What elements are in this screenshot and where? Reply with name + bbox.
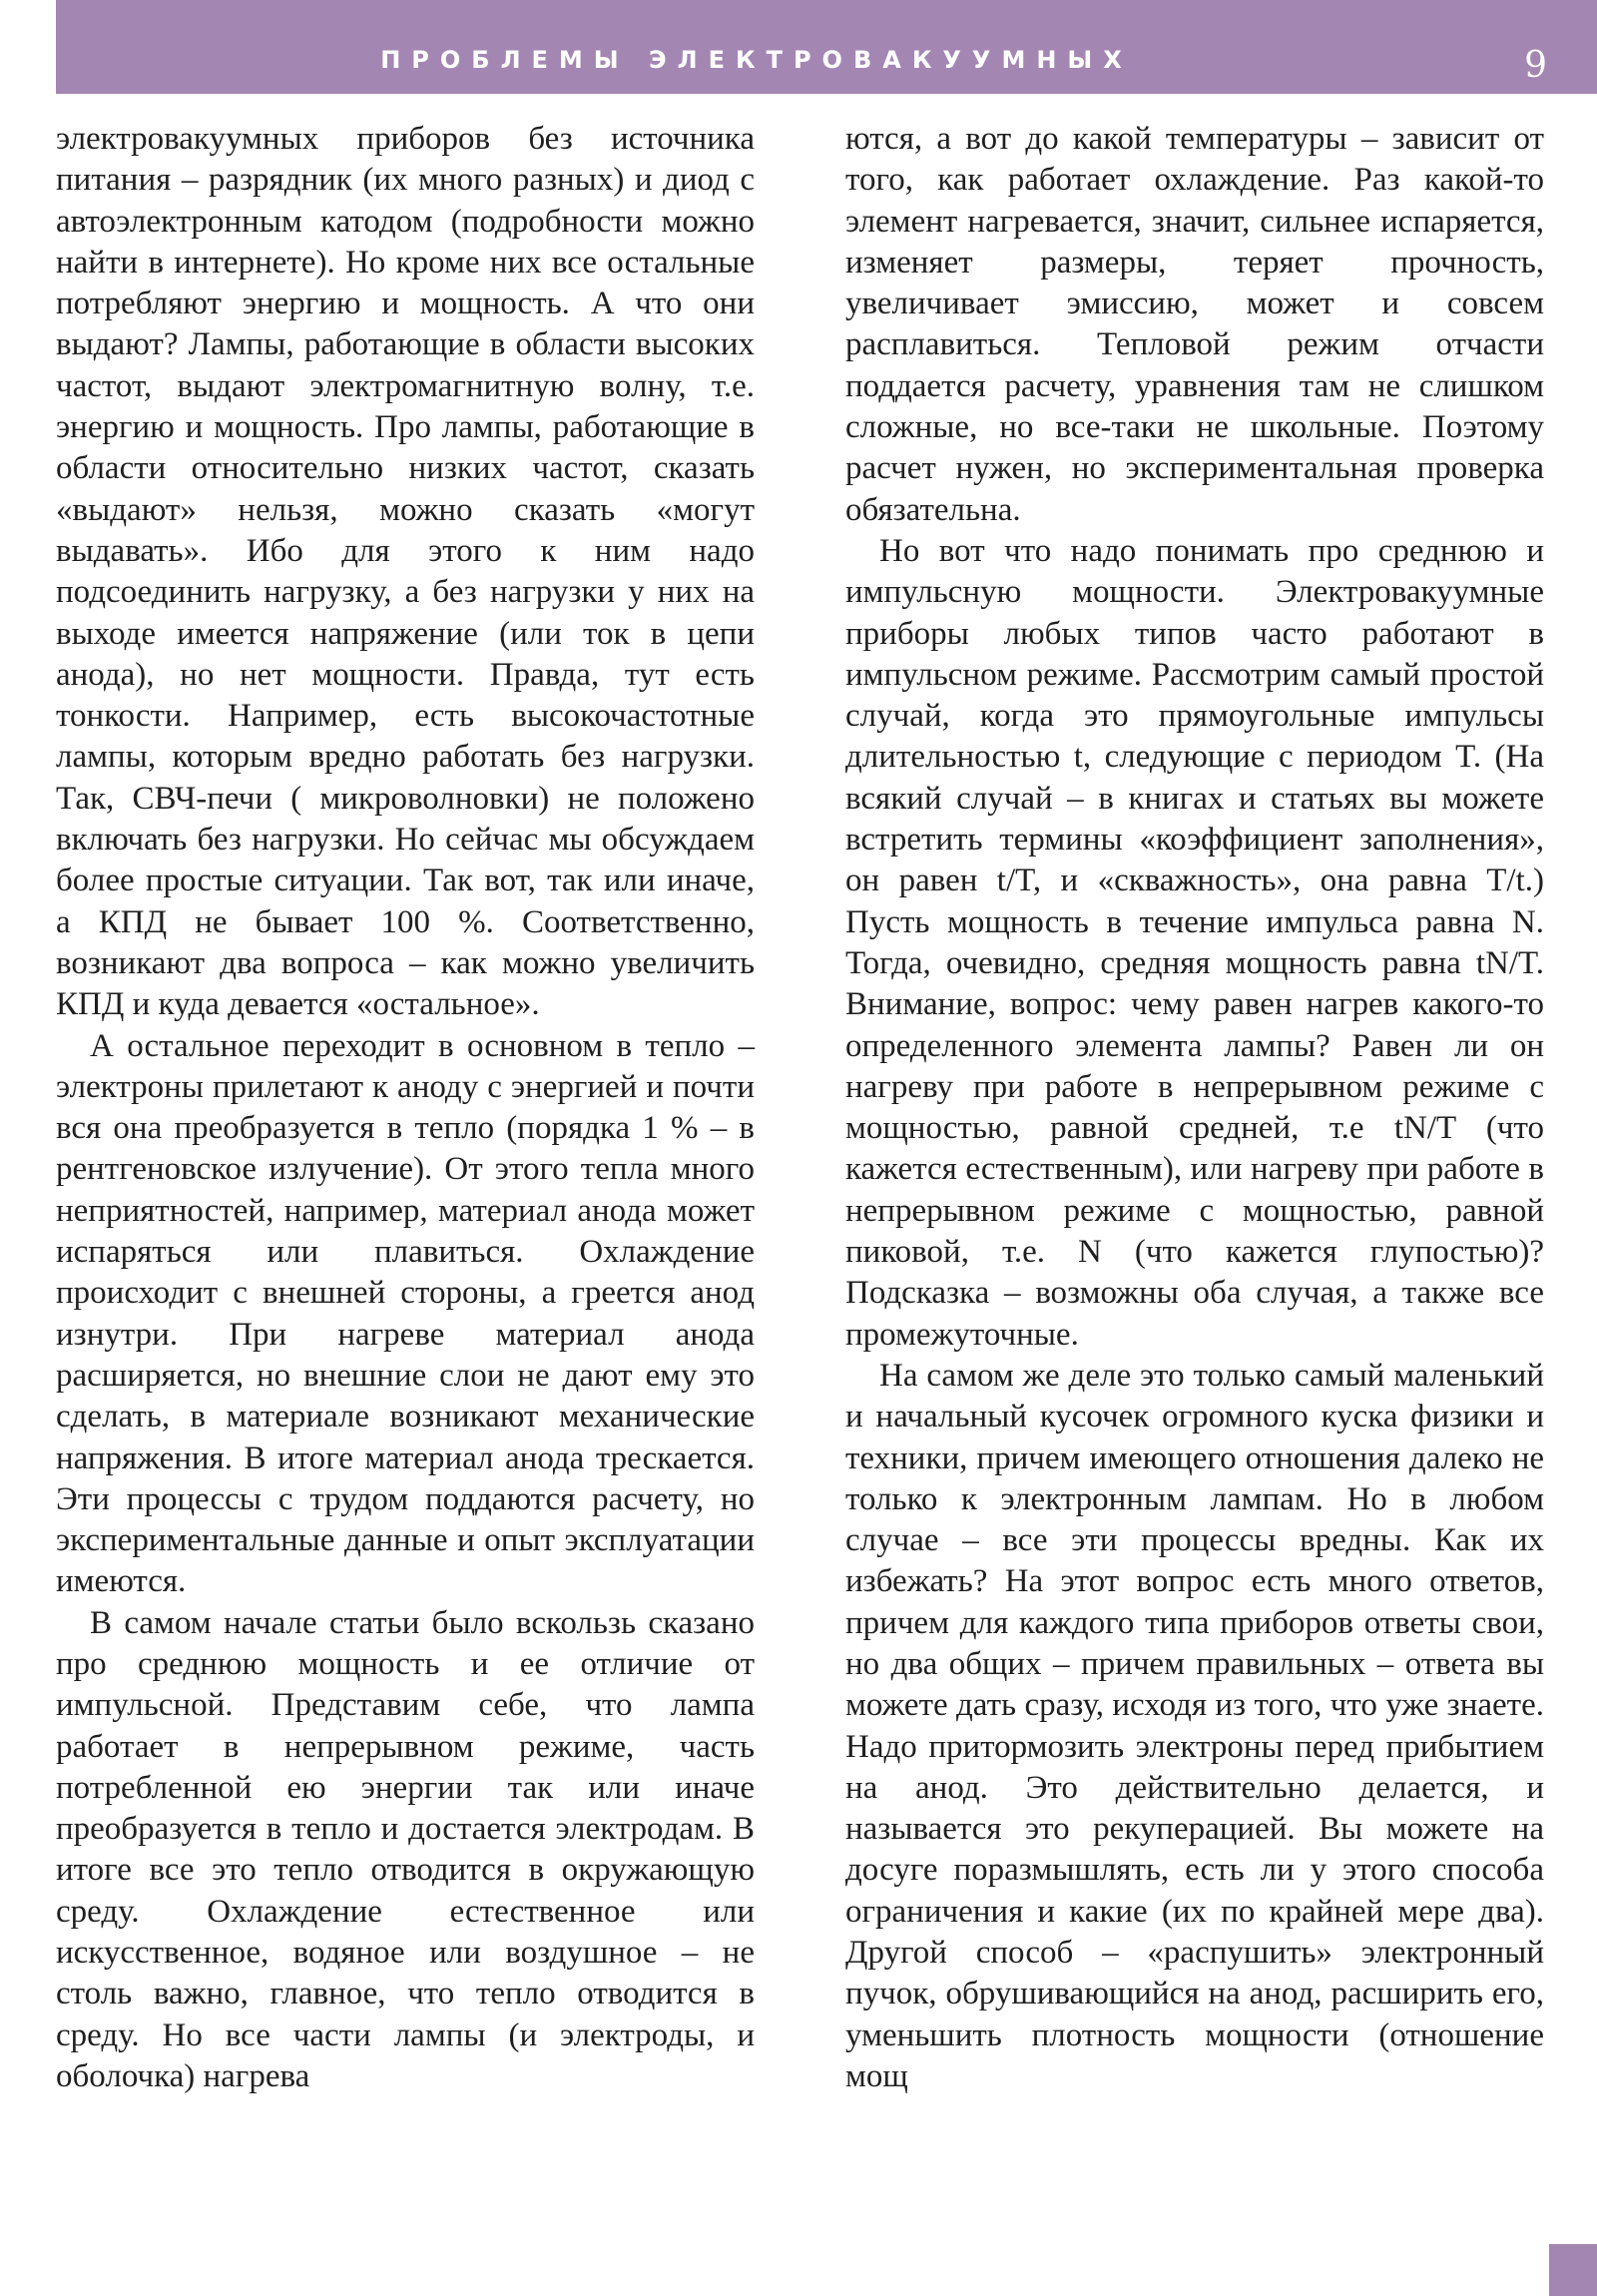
paragraph: ются, а вот до какой температуры – зависит от того, как работает охлаждение. Раз какой-то элемент нагревается, значит, сильнее испаряется, изменяет размеры, теряет прочность, увеличивает эмиссию, может и совсем расплавиться. Тепловой режим отчасти поддается расчету, уравнения там не слишком сложные, но все-таки не школьные. Поэтому расчет нужен, но экспериментальная проверка обязательна. bbox=[845, 121, 1544, 528]
corner-mark bbox=[1549, 2244, 1597, 2296]
running-title: ПРОБЛЕМЫ ЭЛЕКТРОВАКУУМНЫХ bbox=[380, 46, 1133, 74]
text-column-left bbox=[56, 119, 755, 2097]
paragraph: На самом же деле это только самый маленький и начальный кусочек огромного куска физики и техники, причем имеющего отношения далеко не только к электронным лампам. Но в любом случае – все эти процессы вредны. Как их избежать? На этот вопрос есть много ответов, причем для каждого типа приборов ответы свои, но два общих – причем правильных – ответа вы можете дать сразу, исходя из того, что уже знаете. Надо притормозить электроны перед прибытием на анод. Это действительно делается, и называется это рекуперацией. Вы можете на досуге поразмышлять, есть ли у этого способа ограничения и какие (их по крайней мере два). Другой способ – «распушить» электронный пучок, обрушивающийся на анод, расширить его, уменьшить плотность мощности (отношение мощ bbox=[845, 1357, 1544, 2094]
paragraph: В самом начале статьи было вскользь сказано про среднюю мощность и ее отличие от импульсной. Представим себе, что лампа работает в непрерывном режиме, часть потребленной ею энергии так или иначе преобразуется в тепло и достается электродам. В итоге все это тепло отводится в окружающую среду. Охлаждение естественное или искусственное, водяное или воздушное – не столь важно, главное, что тепло отводится в среду. Но все части лампы (и электроды, и оболочка) нагрева bbox=[56, 1604, 755, 2094]
page-number: 9 bbox=[1524, 45, 1547, 86]
header-band bbox=[56, 0, 1597, 94]
paragraph: Но вот что надо понимать про среднюю и импульсную мощности. Электровакуумные приборы любых типов часто работают в импульсном режиме. Рассмотрим самый простой случай, когда это прямоугольные импульсы длительностью t, следующие с периодом T. (На всякий случай – в книгах и статьях вы можете встретить термины «коэффициент заполнения», он равен t/T, и «скважность», она равна T/t.) Пусть мощность в течение импульса равна N. Тогда, очевидно, средняя мощность равна tN/T. Внимание, вопрос: чему равен нагрев какого-то определенного элемента лампы? Равен ли он нагреву при работе в непрерывном режиме с мощностью, равной средней, т.е tN/T (что кажется естественным), или нагреву при работе в непрерывном режиме с мощностью, равной пиковой, т.е. N (что кажется глупостью)? Подсказка – возможны оба случая, а также все промежуточные. bbox=[845, 532, 1544, 1353]
paragraph: электровакуумных приборов без источника питания – разрядник (их много разных) и диод с автоэлектронным катодом (подробности можно найти в интернете). Но кроме них все остальные потребляют энергию и мощность. А что они выдают? Лампы, работающие в области высоких частот, выдают электромагнитную волну, т.е. энергию и мощность. Про лампы, работающие в области относительно низких частот, сказать «выдают» нельзя, можно сказать «могут выдавать». Ибо для этого к ним надо подсоединить нагрузку, а без нагрузки у них на выходе имеется напряжение (или ток в цепи анода), но нет мощности. Правда, тут есть тонкости. Например, есть высокочастотные лампы, которым вредно работать без нагрузки. Так, СВЧ-печи ( микроволновки) не положено включать без нагрузки. Но сейчас мы обсуждаем более простые ситуации. Так вот, так или иначе, а КПД не бывает 100 %. Соответственно, возникают два вопроса – как можно увеличить КПД и куда девается «остальное». bbox=[56, 121, 755, 1023]
paragraph: А остальное переходит в основном в тепло – электроны прилетают к аноду с энергией и почти вся она преобразуется в тепло (порядка 1 % – в рентгеновское излучение). От этого тепла много неприятностей, например, материал анода может испаряться или плавиться. Охлаждение происходит с внешней стороны, а греется анод изнутри. При нагреве материал анода расширяется, но внешние слои не дают ему это сделать, в материале возникают механические напряжения. В итоге материал анода трескается. Эти процессы с трудом поддаются расчету, но экспериментальные данные и опыт эксплуатации имеются. bbox=[56, 1027, 755, 1600]
text-column-right bbox=[845, 119, 1544, 2097]
